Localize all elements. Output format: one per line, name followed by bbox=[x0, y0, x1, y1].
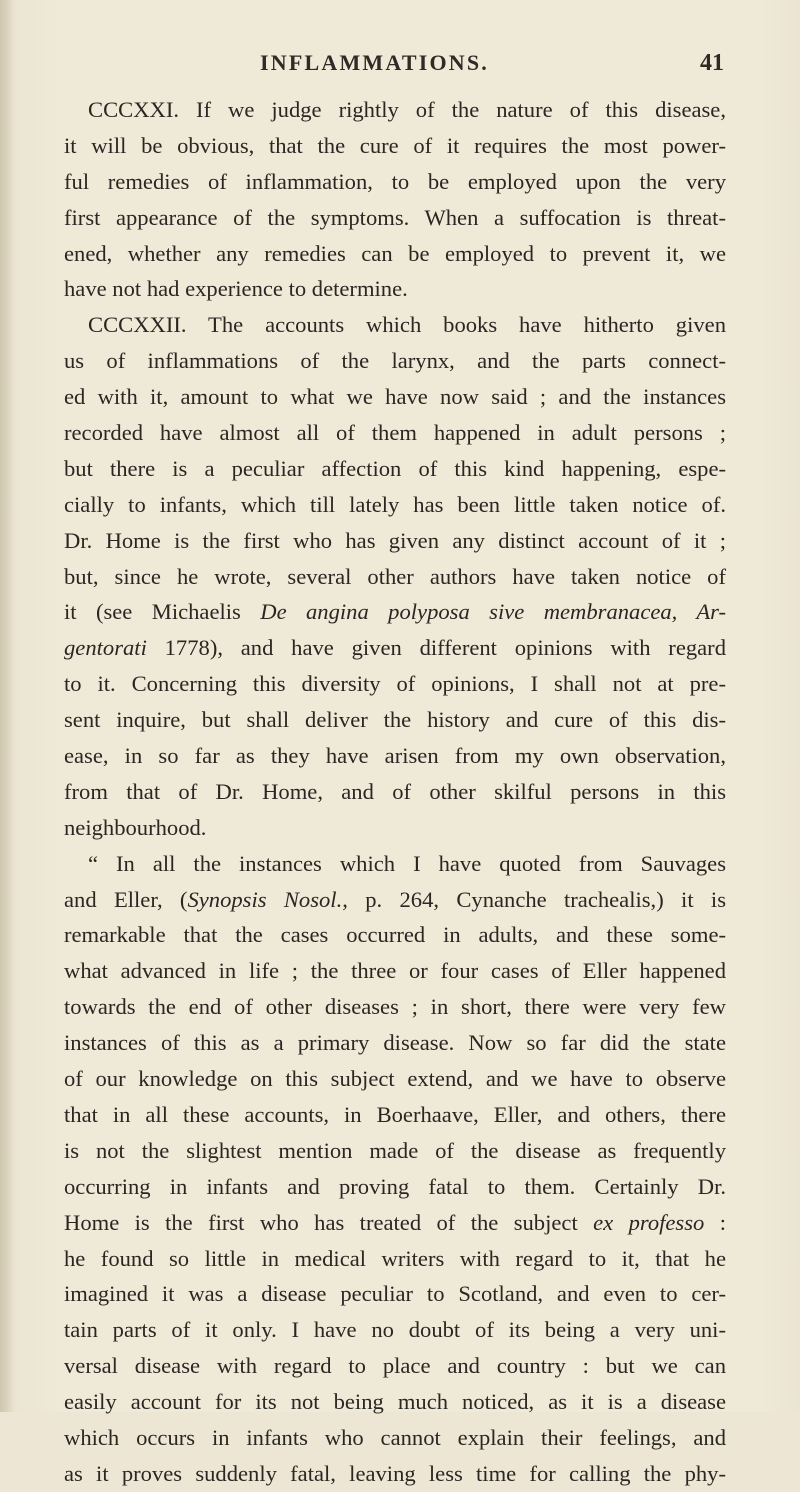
text-line: it will be obvious, that the cure of it requires the most power- bbox=[64, 132, 726, 158]
text-line: as it proves suddenly fatal, leaving less time for calling the phy- bbox=[64, 1460, 726, 1486]
text-segment: 1778), and have given different opinions with regard bbox=[146, 635, 726, 661]
text-line bbox=[64, 630, 726, 666]
text-line: “ In all the instances which I have quoted from Sauvages bbox=[88, 850, 726, 876]
text-line: ease, in so far as they have arisen from my own observation, bbox=[64, 743, 726, 769]
text-segment: and Eller, ( bbox=[64, 886, 188, 912]
text-line: easily account for its not being much noticed, as it is a disease bbox=[64, 1389, 726, 1415]
text-line: tain parts of it only. I have no doubt of its being a very uni- bbox=[64, 1317, 726, 1343]
text-segment: Home is the first who has treated of the subject bbox=[64, 1209, 594, 1235]
text-line: that in all these accounts, in Boerhaave, Eller, and others, there bbox=[64, 1101, 726, 1127]
text-segment: , p. 264, Cynanche trachealis,) it is bbox=[342, 886, 726, 912]
text-segment: it (see Michaelis bbox=[64, 599, 261, 625]
page-number: 41 bbox=[700, 50, 724, 76]
body-text bbox=[64, 92, 726, 1492]
italic-phrase: ex professo bbox=[593, 1209, 705, 1235]
text-line: to it. Concerning this diversity of opinions, I shall not at pre- bbox=[64, 671, 726, 697]
text-line: from that of Dr. Home, and of other skilful persons in this bbox=[64, 778, 726, 804]
text-segment: : bbox=[704, 1209, 726, 1235]
text-line: is not the slightest mention made of the disease as frequently bbox=[64, 1137, 726, 1163]
italic-title: Synopsis Nosol. bbox=[187, 886, 343, 912]
text-line: but, since he wrote, several other authors have taken notice of bbox=[64, 563, 726, 589]
page-header bbox=[80, 50, 724, 84]
running-head: INFLAMMATIONS. bbox=[260, 50, 490, 75]
text-line: Dr. Home is the first who has given any distinct account of it ; bbox=[64, 527, 726, 553]
text-line: towards the end of other diseases ; in short, there were very few bbox=[64, 994, 726, 1020]
text-line: instances of this as a primary disease. Now so far did the state bbox=[64, 1030, 726, 1056]
binding-gutter-shadow bbox=[0, 0, 14, 1412]
text-line: CCCXXII. The accounts which books have hitherto given bbox=[88, 312, 726, 338]
text-line: but there is a peculiar affection of this kind happening, espe- bbox=[64, 455, 726, 481]
text-line: sent inquire, but shall deliver the history and cure of this dis- bbox=[64, 707, 726, 733]
text-line: us of inflammations of the larynx, and the parts connect- bbox=[64, 348, 726, 374]
text-line: cially to infants, which till lately has been little taken notice of. bbox=[64, 491, 726, 517]
text-line: versal disease with regard to place and country : but we can bbox=[64, 1353, 726, 1379]
italic-title: gentorati bbox=[64, 635, 147, 661]
text-line: which occurs in infants who cannot explain their feelings, and bbox=[64, 1424, 726, 1450]
text-line: have not had experience to determine. bbox=[64, 276, 408, 302]
text-line: first appearance of the symptoms. When a suffocation is threat- bbox=[64, 204, 726, 230]
text-line: ed with it, amount to what we have now said ; and the instances bbox=[64, 384, 726, 410]
text-line: remarkable that the cases occurred in adults, and these some- bbox=[64, 922, 726, 948]
text-line: recorded have almost all of them happened in adult persons ; bbox=[64, 420, 726, 446]
italic-title: De angina polyposa sive membranacea, Ar- bbox=[260, 599, 726, 625]
text-line bbox=[64, 882, 726, 918]
text-line: CCCXXI. If we judge rightly of the nature of this disease, bbox=[88, 97, 726, 122]
text-line: ful remedies of inflammation, to be employed upon the very bbox=[64, 168, 726, 194]
text-line: neighbourhood. bbox=[64, 814, 207, 840]
text-line bbox=[64, 1205, 726, 1241]
text-line: of our knowledge on this subject extend, and we have to observe bbox=[64, 1066, 726, 1092]
text-line: he found so little in medical writers with regard to it, that he bbox=[64, 1245, 726, 1271]
text-line bbox=[64, 594, 726, 630]
text-line: occurring in infants and proving fatal to them. Certainly Dr. bbox=[64, 1173, 726, 1199]
text-line: ened, whether any remedies can be employed to prevent it, we bbox=[64, 240, 726, 266]
text-line: imagined it was a disease peculiar to Scotland, and even to cer- bbox=[64, 1281, 726, 1307]
text-line: what advanced in life ; the three or four cases of Eller happened bbox=[64, 958, 726, 984]
